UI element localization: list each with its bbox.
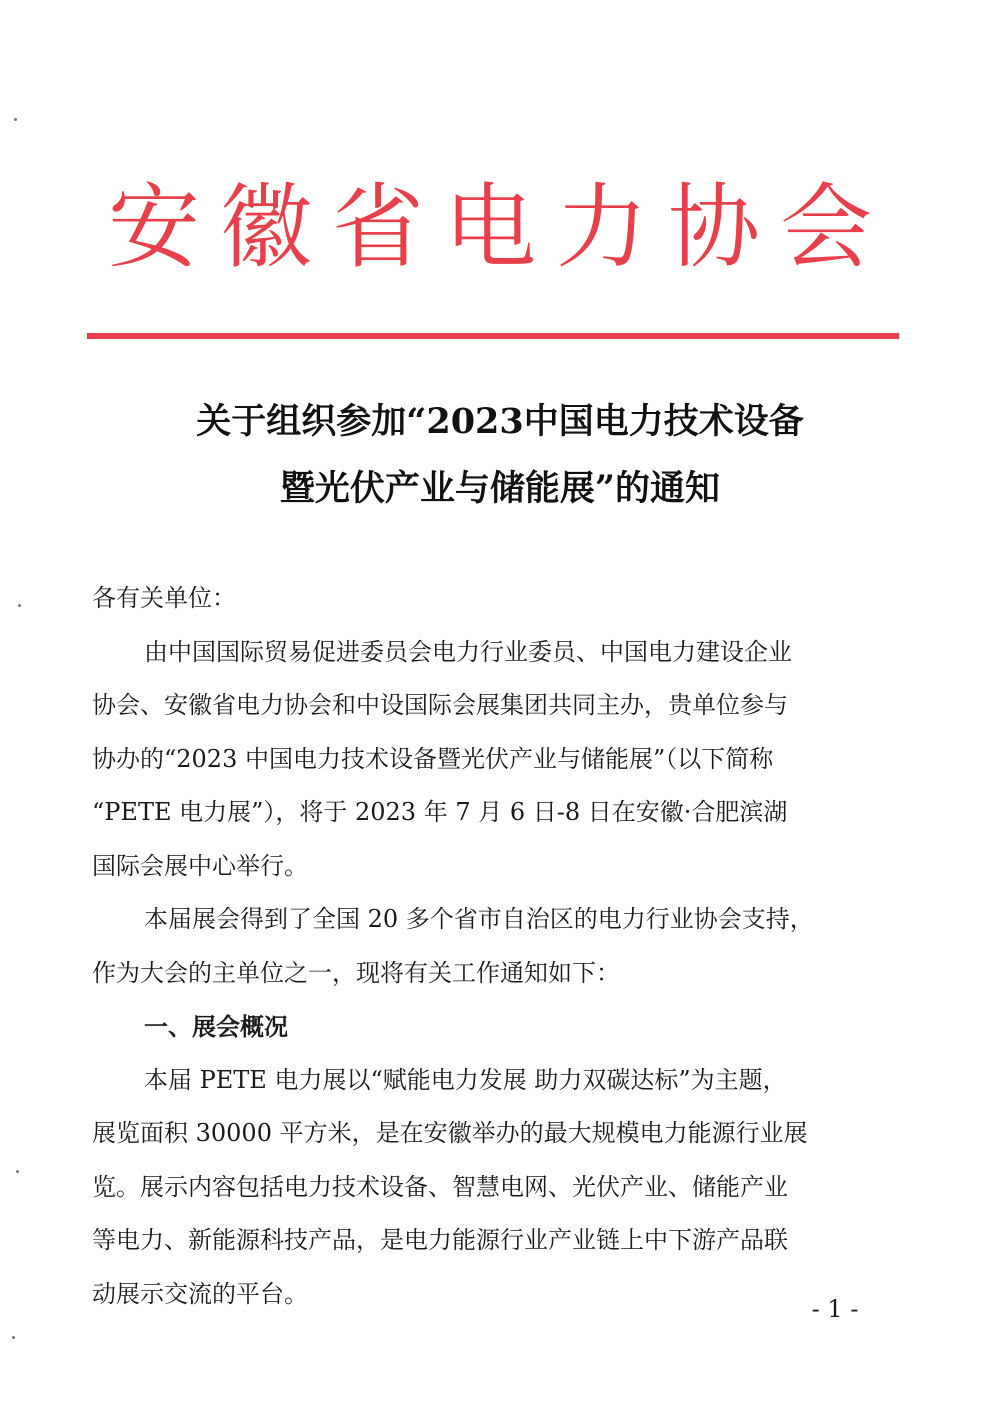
paragraph-line: 本届 PETE 电力展以“赋能电力发展 助力双碳达标”为主题， [144,1065,787,1094]
paragraph-line: 国际会展中心举行。 [92,851,308,880]
paragraph-line: 协办的“2023 中国电力技术设备暨光伏产业与储能展”（以下简称 [92,744,774,773]
paragraph-line: “PETE 电力展”），将于 2023 年 7 月 6 日-8 日在安徽·合肥滨湖 [92,798,788,826]
paragraph-line: 本届展会得到了全国 20 多个省市自治区的电力行业协会支持， [144,905,814,933]
paragraph-line: 览。展示内容包括电力技术设备、智慧电网、光伏产业、储能产业 [92,1172,788,1201]
document-body [92,572,882,1321]
salutation: 各有关单位： [92,584,236,612]
scan-speck [16,1170,19,1173]
document-title-line-2: 暨光伏产业与储能展”的通知 [279,468,721,509]
page-number: - 1 - [811,1295,859,1323]
section-heading: 一、展会概况 [144,1012,288,1041]
document-title-line-1: 关于组织参加“2023中国电力技术设备 [196,401,804,442]
scan-speck [14,118,17,121]
paragraph-line: 协会、安徽省电力协会和中设国际会展集团共同主办，贵单位参与 [92,691,788,719]
paragraph-line: 动展示交流的平台。 [92,1279,308,1308]
scan-speck [12,1336,15,1339]
red-divider-line [87,333,899,339]
scan-speck [18,604,21,607]
paragraph-line: 作为大会的主单位之一，现将有关工作通知如下： [92,958,620,987]
organization-header: 安徽省电力协会 [107,174,892,281]
paragraph-line: 等电力、新能源科技产品，是电力能源行业产业链上中下游产品联 [92,1226,788,1254]
paragraph-line: 由中国国际贸易促进委员会电力行业委员、中国电力建设企业 [144,637,792,666]
paragraph-line: 展览面积 30000 平方米，是在安徽举办的最大规模电力能源行业展 [92,1119,808,1147]
